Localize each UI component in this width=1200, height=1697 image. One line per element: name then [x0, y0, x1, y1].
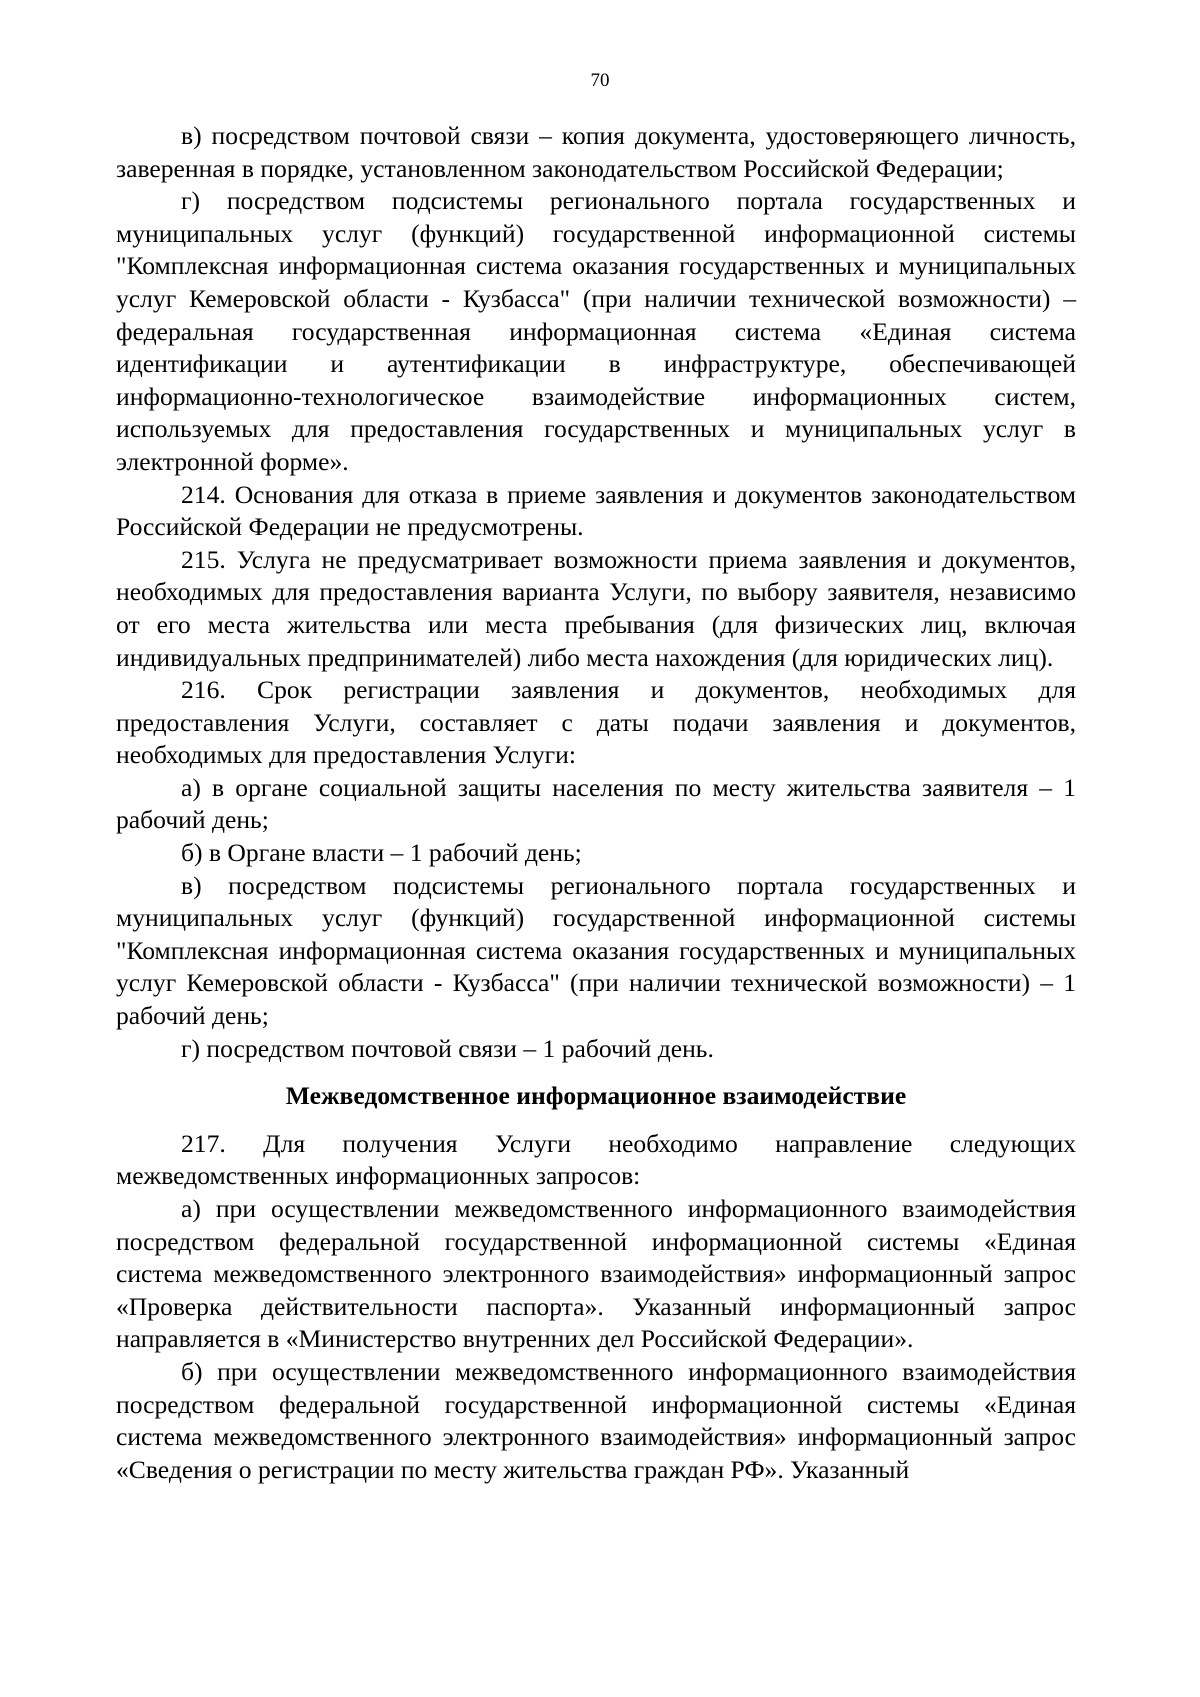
page-number: 70 [590, 70, 610, 91]
paragraph-216: 216. Срок регистрации заявления и документов, необходимых для предоставления Услуги, составляет с даты подачи заявления и документов, необходимых для предоставления Услуги: [116, 675, 1076, 770]
paragraph-216-b: б) в Органе власти – 1 рабочий день; [181, 838, 582, 868]
paragraph-217-a: а) при осуществлении межведомственного информационного взаимодействия посредством федеральной государственной информационной системы «Единая система межведомственного электронного взаимодействия» информационный запрос «Проверка действительности паспорта». Указанный информационный запрос направляется в «Министерство внутренних дел Российской Федерации». [116, 1194, 1076, 1354]
section-heading: Межведомственное информационное взаимодействие [285, 1081, 907, 1111]
paragraph-215: 215. Услуга не предусматривает возможности приема заявления и документов, необходимых для предоставления варианта Услуги, по выбору заявителя, независимо от его места жительства или места пребывания (для физических лиц, включая индивидуальных предпринимателей) либо места нахождения (для юридических лиц). [116, 544, 1076, 672]
paragraph-214: 214. Основания для отказа в приеме заявления и документов законодательством Российской Федерации не предусмотрены. [116, 479, 1076, 542]
paragraph-216-g: г) посредством почтовой связи – 1 рабочий день. [181, 1033, 714, 1063]
document-body [116, 120, 1076, 1486]
paragraph-3-g-portal-esia: г) посредством подсистемы регионального портала государственных и муниципальных услуг (функций) государственной информационной системы "Комплексная информационная система оказания государственных и муниципальных услуг Кемеровской области - Кузбасса" (при наличии технической возможности) – федеральная государственная информационная система «Единая система идентификации и аутентификации в инфраструктуре, обеспечивающей информационно-технологическое взаимодействие информационных систем, используемых для предоставления государственных и муниципальных услуг в электронной форме». [116, 186, 1076, 476]
paragraph-3-v-postal: в) посредством почтовой связи – копия документа, удостоверяющего личность, заверенная в порядке, установленном законодательством Российской Федерации; [116, 121, 1076, 183]
paragraph-217-b: б) при осуществлении межведомственного информационного взаимодействия посредством федеральной государственной информационной системы «Единая система межведомственного электронного взаимодействия» информационный запрос «Сведения о регистрации по месту жительства граждан РФ». Указанный [116, 1356, 1076, 1484]
paragraph-216-v: в) посредством подсистемы регионального портала государственных и муниципальных услуг (функций) государственной информационной системы "Комплексная информационная система оказания государственных и муниципальных услуг Кемеровской области - Кузбасса" (при наличии технической возможности) – 1 рабочий день; [116, 870, 1076, 1031]
paragraph-217: 217. Для получения Услуги необходимо направление следующих межведомственных информационных запросов: [116, 1128, 1076, 1191]
paragraph-216-a: а) в органе социальной защиты населения по месту жительства заявителя – 1 рабочий день; [116, 772, 1076, 835]
